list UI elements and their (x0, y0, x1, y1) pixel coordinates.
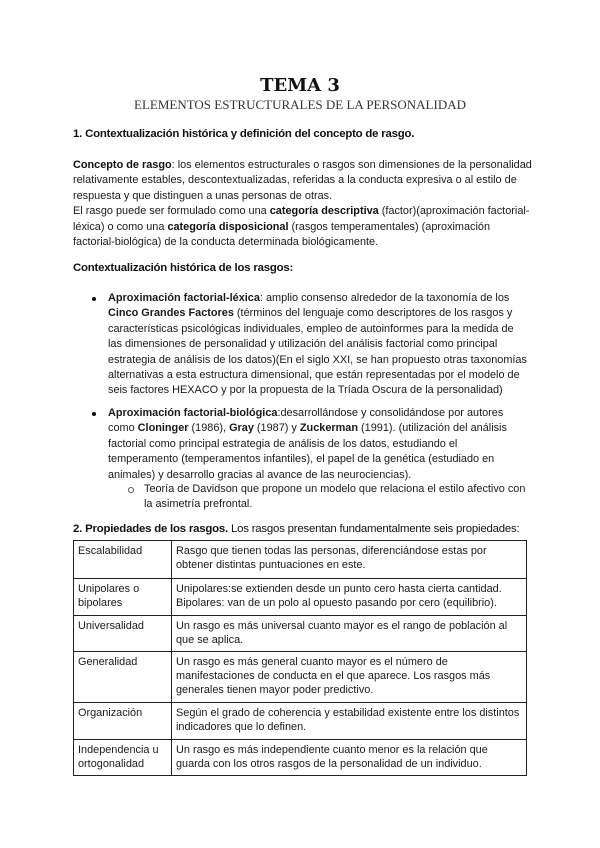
property-name: Generalidad (74, 652, 172, 703)
formulation-text: El rasgo puede ser formulado como una (73, 205, 270, 218)
bullet-text-2: (1991). (utilización del análisis factorial como principal estrategia de análisis de los datos, estudiando el temperamento (temperamentos infantiles), el papel de la genética (estudiado en animales) y desarrollo gracias al avance de las neurociencias). (108, 422, 507, 481)
property-name: Organización (74, 703, 172, 740)
bullet-term: Aproximación factorial-biológica (108, 407, 278, 419)
author-cloninger: Cloninger (137, 422, 189, 435)
document-subtitle: ELEMENTOS ESTRUCTURALES DE LA PERSONALIDAD (134, 97, 466, 112)
property-description: Según el grado de coherencia y estabilidad existente entre los distintos indicadores que lo definen. (172, 703, 527, 740)
properties-table (73, 540, 527, 776)
property-name: Escalabilidad (74, 541, 172, 579)
document-title: TEMA 3 (260, 75, 340, 96)
concept-text: : los elementos estructurales o rasgos son dimensiones de la personalidad relativamente estables, descontextualizadas, referidas a la conducta expresiva o al estilo de respuesta y que distinguen a unas personas de otras. (73, 159, 532, 202)
table-row (74, 740, 527, 776)
bullet-item-biological (108, 406, 528, 483)
property-name: Universalidad (74, 616, 172, 652)
hollow-bullet-icon (128, 487, 134, 493)
property-description: Un rasgo es más universal cuanto mayor es el rango de población al que se aplica. (172, 616, 527, 652)
bullet-text-2: (términos del lenguaje como descriptores de los rasgos y características psicológicas individuales, empleo de autoinformes para la medida de las dimensiones de personalidad y utilización del análisis factorial como principal estrategia de análisis de los datos)(En el siglo XXI, se han propuesto otras taxonomías alternativas a esta estructura dimensional, que están representadas por el modelo de seis factores HEXACO y por la propuesta de la Tríada Oscura de la personalidad) (108, 307, 527, 397)
concept-term: Concepto de rasgo (73, 159, 172, 171)
big-five-term: Cinco Grandes Factores (108, 307, 234, 320)
history-bullet-list-2 (108, 406, 528, 483)
bullet-text: : amplio consenso alrededor de la taxonomía de los (259, 292, 510, 304)
section-1-heading: 1. Contextualización histórica y definición del concepto de rasgo. (73, 128, 415, 140)
property-description: Un rasgo es más general cuanto mayor es el número de manifestaciones de conducta en el que aparece. Los rasgos más generales tienen mayor poder predictivo. (172, 652, 527, 703)
section-2-intro: Los rasgos presentan fundamentalmente seis propiedades: (228, 523, 520, 535)
year-text-2: (1987) y (253, 422, 300, 435)
property-description: Un rasgo es más independiente cuanto menor es la relación que guarda con los otros rasgos de la personalidad de un individuo. (172, 740, 527, 776)
sub-bullet-text: Teoría de Davidson que propone un modelo que relaciona el estilo afectivo con la asimetría prefrontal. (144, 483, 526, 511)
year-text: (1986), (188, 422, 230, 435)
section-2-title: 2. Propiedades de los rasgos. (73, 523, 228, 535)
history-bullet-list (108, 291, 528, 399)
formulation-text-2: (factor)(aproximación factorial-léxica) o como una (73, 205, 530, 233)
category-dispositional: categoría disposicional (167, 220, 289, 233)
property-description: Unipolares:se extienden desde un punto cero hasta cierta cantidad. Bipolares: van de un polo al opuesto pasando por cero (equilibrio). (172, 579, 527, 616)
section-2-heading (73, 523, 519, 535)
property-name: Unipolares o bipolares (74, 579, 172, 616)
bullet-term: Aproximación factorial-léxica (108, 292, 260, 304)
category-descriptive: categoría descriptiva (269, 205, 379, 218)
property-description: Rasgo que tienen todas las personas, diferenciándose estas por obtener distintas puntuaciones en este. (172, 541, 527, 579)
property-name: Independencia u ortogonalidad (74, 740, 172, 776)
bullet-dot-icon (92, 412, 96, 416)
bullet-item-lexical (108, 291, 528, 399)
sub-bullet-item-davidson (144, 482, 534, 513)
table-row (74, 616, 527, 652)
formulation-text-3: (rasgos temperamentales) (aproximación factorial-biológica) de la conducta determinada biológicamente. (73, 220, 491, 249)
bullet-text: :desarrollándose y consolidándose por autores como (108, 407, 504, 435)
history-heading: Contextualización histórica de los rasgos: (73, 262, 294, 274)
table-row (74, 703, 527, 740)
table-row (74, 652, 527, 703)
sub-bullet-list (144, 482, 534, 513)
author-gray: Gray (229, 422, 254, 435)
table-row (74, 541, 527, 579)
concept-definition-paragraph (73, 158, 533, 250)
table-row (74, 579, 527, 616)
bullet-dot-icon (92, 297, 96, 301)
author-zuckerman: Zuckerman (299, 422, 359, 435)
